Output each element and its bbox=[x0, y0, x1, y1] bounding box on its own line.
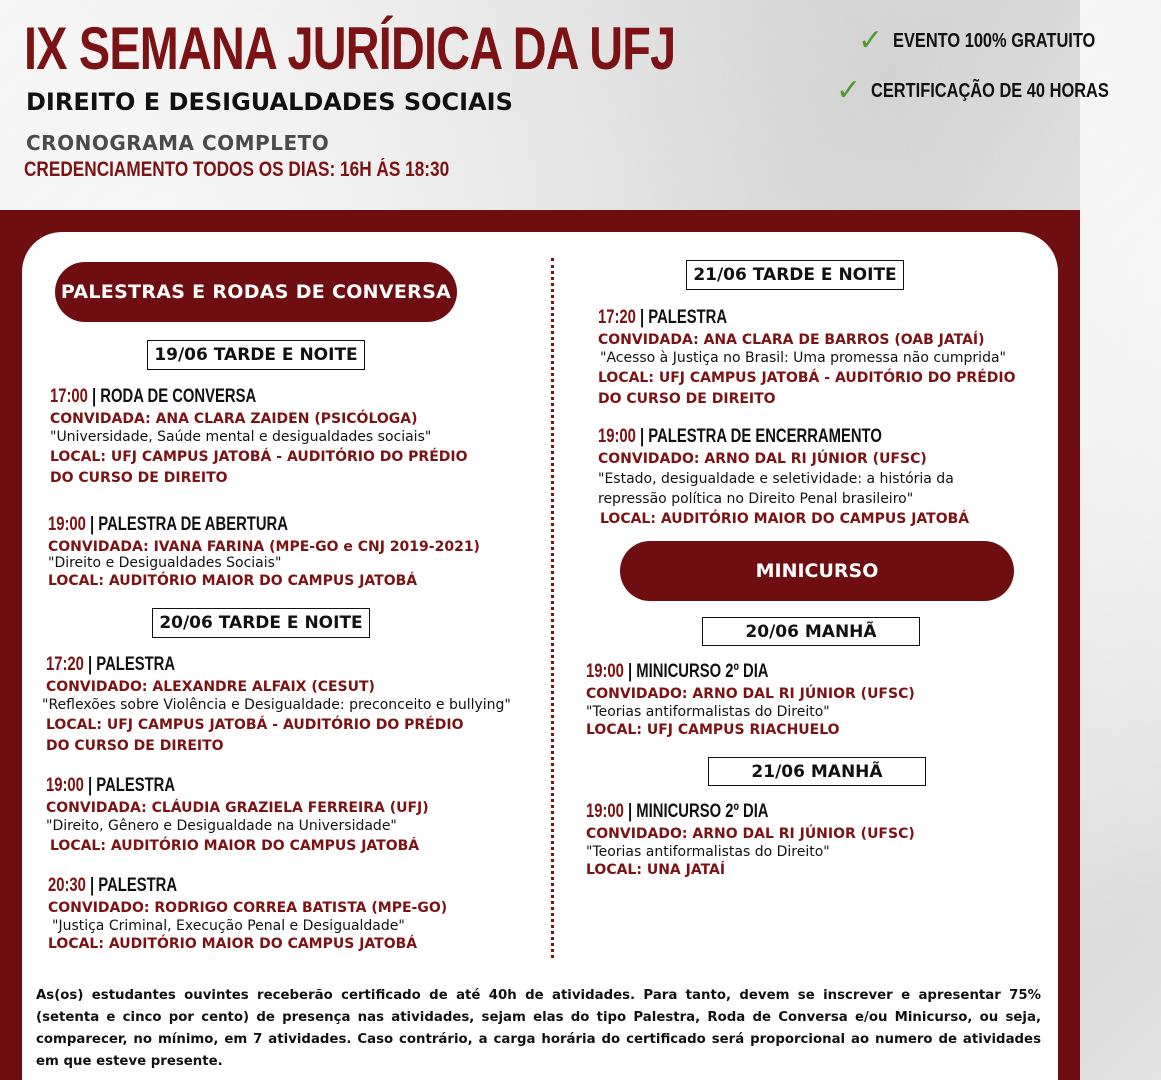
event-location-line: LOCAL: AUDITÓRIO MAIOR DO CAMPUS JATOBÁ bbox=[50, 838, 420, 854]
event-time: 19:00 bbox=[48, 514, 86, 535]
event-time: 19:00 bbox=[598, 426, 636, 447]
event-topic: "Teorias antiformalistas do Direito" bbox=[586, 704, 830, 720]
event-type: | RODA DE CONVERSA bbox=[92, 386, 257, 407]
day-21-label: 21/06 TARDE E NOITE bbox=[686, 260, 904, 290]
event-guest: CONVIDADA: ANA CLARA DE BARROS (OAB JATAÍ) bbox=[598, 332, 985, 348]
event-location-line: DO CURSO DE DIREITO bbox=[50, 470, 228, 486]
event-topic: "Acesso à Justiça no Brasil: Uma promessa não cumprida" bbox=[600, 350, 1006, 366]
event-guest: CONVIDADA: IVANA FARINA (MPE-GO e CNJ 2019-2021) bbox=[48, 539, 480, 555]
event-location bbox=[586, 860, 915, 881]
event-subtitle: DIREITO E DESIGUALDADES SOCIAIS bbox=[26, 88, 513, 116]
check-icon: ✓ bbox=[858, 23, 884, 58]
event-location-line: LOCAL: AUDITÓRIO MAIOR DO CAMPUS JATOBÁ bbox=[48, 936, 418, 952]
event-time: 19:00 bbox=[586, 661, 624, 682]
event-type: | PALESTRA bbox=[88, 775, 176, 796]
event-location-line: LOCAL: AUDITÓRIO MAIOR DO CAMPUS JATOBÁ bbox=[600, 511, 970, 527]
day-20-morning-label: 20/06 MANHÃ bbox=[702, 617, 920, 646]
event-location bbox=[586, 720, 915, 741]
feature-certification bbox=[836, 73, 1161, 108]
event-location-line: LOCAL: UFJ CAMPUS RIACHUELO bbox=[586, 722, 840, 738]
event-topic: "Justiça Criminal, Execução Penal e Desigualdade" bbox=[52, 918, 405, 934]
event-type: | MINICURSO 2º DIA bbox=[628, 661, 769, 682]
event-time: 19:00 bbox=[46, 775, 84, 796]
day-19-label: 19/06 TARDE E NOITE bbox=[147, 340, 365, 370]
event-location bbox=[50, 836, 429, 857]
event-time: 17:20 bbox=[46, 654, 84, 675]
feature-label: CERTIFICAÇÃO DE 40 HORAS bbox=[871, 79, 1109, 102]
event-location-line: LOCAL: AUDITÓRIO MAIOR DO CAMPUS JATOBÁ bbox=[48, 573, 418, 589]
event-time: 19:00 bbox=[586, 801, 624, 822]
event-guest: CONVIDADO: ALEXANDRE ALFAIX (CESUT) bbox=[46, 679, 375, 695]
event-item bbox=[42, 654, 511, 757]
event-heading bbox=[586, 801, 842, 825]
event-topic: "Teorias antiformalistas do Direito" bbox=[586, 844, 830, 860]
event-location bbox=[48, 934, 447, 955]
event-guest: CONVIDADO: ARNO DAL RI JÚNIOR (UFSC) bbox=[586, 826, 915, 842]
event-item bbox=[48, 514, 480, 592]
event-heading bbox=[50, 386, 376, 410]
feature-label: EVENTO 100% GRATUITO bbox=[893, 29, 1096, 52]
event-guest: CONVIDADO: RODRIGO CORREA BATISTA (MPE-GO) bbox=[48, 900, 448, 916]
event-type: | PALESTRA bbox=[88, 654, 176, 675]
event-topic-line: repressão política no Direito Penal brasileiro" bbox=[598, 491, 914, 507]
event-type: | PALESTRA DE ENCERRAMENTO bbox=[640, 426, 882, 447]
event-item bbox=[586, 661, 915, 741]
certificate-note: As(os) estudantes ouvintes receberão certificado de até 40h de atividades. Para tanto, devem se inscrever e apresentar 75% (setenta e cinco por cento) de presença nas atividades, sejam elas do tipo Palestra, Roda de Conversa e/ou Minicurso, ou seja, comparecer, no mínimo, em 7 atividades. Caso contrário, a carga horária do certificado será proporcional ao numero de atividades em que esteve presente. bbox=[36, 988, 1041, 1069]
check-icon: ✓ bbox=[836, 73, 862, 108]
event-time: 17:20 bbox=[598, 307, 636, 328]
event-heading bbox=[46, 775, 344, 799]
minicourse-section-header: MINICURSO bbox=[620, 541, 1014, 601]
event-heading bbox=[586, 661, 842, 685]
event-location-line: DO CURSO DE DIREITO bbox=[46, 738, 224, 754]
event-item bbox=[586, 801, 915, 881]
event-heading bbox=[46, 654, 409, 678]
column-divider bbox=[551, 258, 554, 958]
event-time: 20:30 bbox=[48, 875, 86, 896]
event-location-line: LOCAL: UFJ CAMPUS JATOBÁ - AUDITÓRIO DO PRÉDIO bbox=[46, 717, 464, 733]
event-type: | PALESTRA bbox=[90, 875, 178, 896]
event-time: 17:00 bbox=[50, 386, 88, 407]
event-location-line: LOCAL: UNA JATAÍ bbox=[586, 862, 726, 878]
event-heading bbox=[598, 426, 887, 450]
event-item bbox=[48, 875, 447, 955]
event-item bbox=[50, 386, 468, 489]
event-topic: "Universidade, Saúde mental e desigualdades sociais" bbox=[50, 429, 432, 445]
event-location bbox=[600, 509, 969, 530]
event-heading bbox=[48, 875, 359, 899]
talks-section-header: PALESTRAS E RODAS DE CONVERSA bbox=[55, 262, 457, 322]
event-location bbox=[50, 447, 468, 489]
event-location-line: LOCAL: UFJ CAMPUS JATOBÁ - AUDITÓRIO DO PRÉDIO bbox=[598, 370, 1016, 386]
event-type: | PALESTRA DE ABERTURA bbox=[90, 514, 288, 535]
accreditation-info: CREDENCIAMENTO TODOS OS DIAS: 16H ÁS 18:30 bbox=[24, 158, 450, 181]
schedule-label: CRONOGRAMA COMPLETO bbox=[26, 131, 330, 155]
event-topic: "Direito, Gênero e Desigualdade na Universidade" bbox=[46, 818, 397, 834]
event-location-line: LOCAL: UFJ CAMPUS JATOBÁ - AUDITÓRIO DO PRÉDIO bbox=[50, 449, 468, 465]
day-21-morning-label: 21/06 MANHÃ bbox=[708, 757, 926, 786]
event-location bbox=[48, 571, 480, 592]
event-topic: "Reflexões sobre Violência e Desigualdade: preconceito e bullying" bbox=[42, 697, 511, 713]
event-location-line: DO CURSO DE DIREITO bbox=[598, 391, 776, 407]
event-item bbox=[46, 775, 429, 857]
event-title: IX SEMANA JURÍDICA DA UFJ bbox=[24, 15, 676, 82]
event-type: | MINICURSO 2º DIA bbox=[628, 801, 769, 822]
event-type: | PALESTRA bbox=[640, 307, 728, 328]
event-item bbox=[598, 307, 1016, 410]
event-heading bbox=[48, 514, 385, 538]
day-20-label: 20/06 TARDE E NOITE bbox=[152, 608, 370, 638]
event-guest: CONVIDADO: ARNO DAL RI JÚNIOR (UFSC) bbox=[598, 451, 927, 467]
feature-free-event bbox=[858, 23, 1140, 58]
event-topic-line: "Estado, desigualdade e seletividade: a história da bbox=[598, 471, 954, 487]
event-guest: CONVIDADO: ARNO DAL RI JÚNIOR (UFSC) bbox=[586, 686, 915, 702]
event-guest: CONVIDADA: ANA CLARA ZAIDEN (PSICÓLOGA) bbox=[50, 411, 418, 427]
event-topic bbox=[598, 469, 969, 509]
event-heading bbox=[598, 307, 924, 331]
event-location bbox=[598, 368, 1016, 410]
event-location bbox=[46, 715, 511, 757]
event-item bbox=[598, 426, 969, 530]
event-guest: CONVIDADA: CLÁUDIA GRAZIELA FERREIRA (UFJ) bbox=[46, 800, 429, 816]
event-topic: "Direito e Desigualdades Sociais" bbox=[48, 555, 282, 571]
